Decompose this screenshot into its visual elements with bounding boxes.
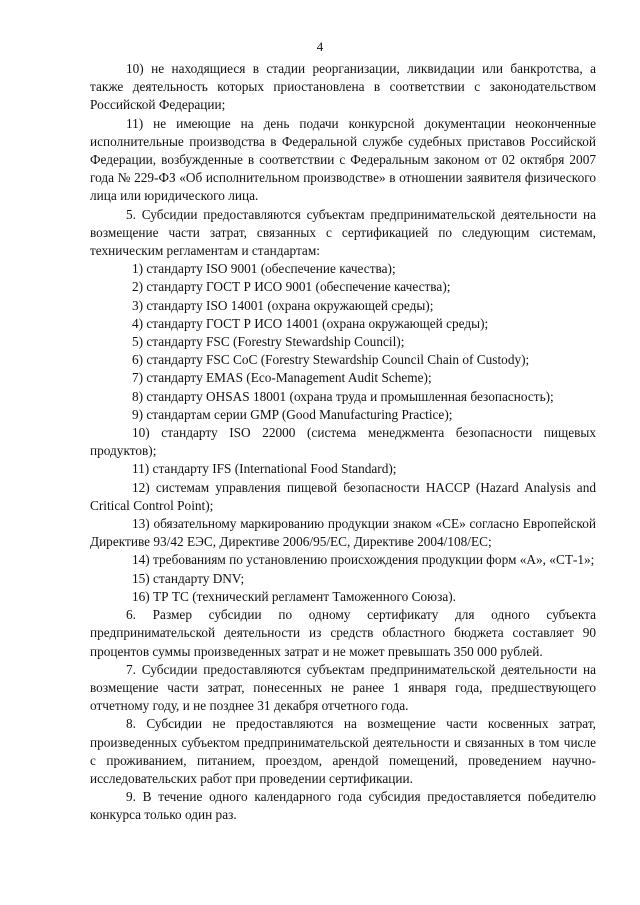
- paragraph-item-10: 10) не находящиеся в стадии реорганизации, ликвидации или банкротства, а также деятельность которых приостановлена в соответствии с законодательством Российской Федерации;: [90, 61, 596, 113]
- list-item: 10) стандарту ISO 22000 (система менеджмента безопасности пищевых продуктов);: [90, 425, 596, 459]
- paragraph-section-7: 7. Субсидии предоставляются субъектам предпринимательской деятельности на возмещение части затрат, понесенных не ранее 1 января года, предшествующего отчетному году, и не позднее 31 декабря отчетного года.: [90, 661, 596, 714]
- paragraph-section-5: 5. Субсидии предоставляются субъектам предпринимательской деятельности на возмещение части затрат, связанных с сертификацией по следующим системам, техническим регламентам и стандартам:: [90, 206, 596, 259]
- list-item: 8) стандарту OHSAS 18001 (охрана труда и промышленная безопасность);: [132, 388, 554, 404]
- document-body: [90, 60, 596, 825]
- list-item: 2) стандарту ГОСТ Р ИСО 9001 (обеспечение качества);: [132, 279, 451, 295]
- list-item: 14) требованиям по установлению происхождения продукции форм «А», «СТ-1»;: [132, 552, 595, 568]
- paragraph-section-8: 8. Субсидии не предоставляются на возмещение части косвенных затрат, произведенных субъектом предпринимательской деятельности и связанных в том числе с проживанием, питанием, проездом, арендой помещений, проведением научно-исследовательских работ при проведении сертификации.: [90, 716, 596, 786]
- list-item: 3) стандарту ISO 14001 (охрана окружающей среды);: [132, 297, 434, 313]
- paragraph-section-9: 9. В течение одного календарного года субсидия предоставляется победителю конкурса только один раз.: [90, 789, 596, 823]
- list-item: 16) ТР ТС (технический регламент Таможенного Союза).: [132, 588, 456, 604]
- list-item: 13) обязательному маркированию продукции знаком «CE» согласно Европейской Директиве 93/42 ЕЭС, Директиве 2006/95/ЕС, Директиве 2004/108/ЕС;: [90, 516, 596, 550]
- list-item: 15) стандарту DNV;: [132, 570, 245, 586]
- paragraph-item-11: 11) не имеющие на день подачи конкурсной документации неоконченные исполнительные производства в Федеральной службе судебных приставов Российской Федерации, возбужденные в соответствии с Федеральным законом от 02 октября 2007 года № 229-ФЗ «Об исполнительном производстве» в отношении заявителя физического лица или юридического лица.: [90, 115, 596, 204]
- list-item: 7) стандарту EMAS (Eco-Management Audit Scheme);: [132, 370, 432, 386]
- list-item: 12) системам управления пищевой безопасности HACCP (Hazard Analysis and Critical Control Point);: [90, 479, 596, 513]
- standards-list: [90, 260, 596, 606]
- page-number: 4: [316, 39, 324, 54]
- list-item: 6) стандарту FSC CoC (Forestry Stewardship Council Chain of Custody);: [132, 352, 530, 368]
- list-item: 4) стандарту ГОСТ Р ИСО 14001 (охрана окружающей среды);: [132, 315, 489, 331]
- list-item: 11) стандарту IFS (International Food Standard);: [132, 461, 397, 477]
- list-item: 1) стандарту ISO 9001 (обеспечение качества);: [132, 261, 396, 277]
- paragraph-section-6: 6. Размер субсидии по одному сертификату для одного субъекта предпринимательской деятельности из средств областного бюджета составляет 90 процентов суммы произведенных затрат и не может превышать 350 000 рублей.: [90, 607, 596, 659]
- list-item: 5) стандарту FSC (Forestry Stewardship Council);: [132, 334, 405, 350]
- list-item: 9) стандартам серии GMP (Good Manufacturing Practice);: [132, 406, 453, 422]
